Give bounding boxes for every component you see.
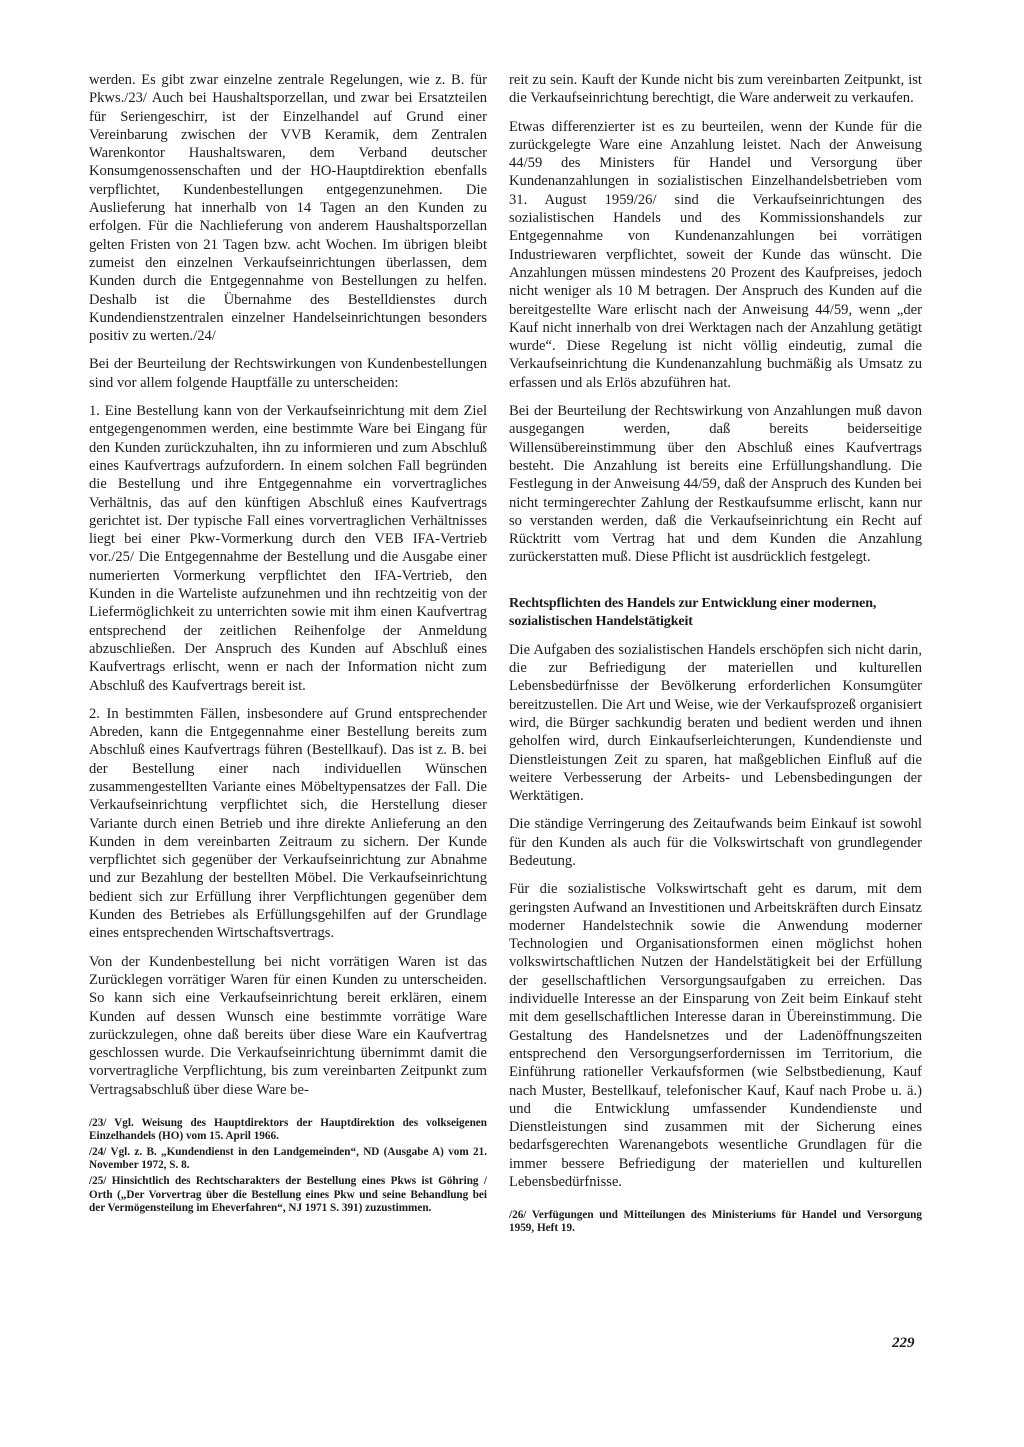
page-number: 229 — [892, 1335, 915, 1351]
body-paragraph: 1. Eine Bestellung kann von der Verkaufseinrichtung mit dem Ziel entgegengenommen werden, eine bestimmte Ware bei Eingang für den Kunden zurückzuhalten, ihn zu informieren und zum Abschluß eines Kaufvertrags aufzufordern. In einem solchen Fall begründen die Bestellung und ihre Entgegennahme ein vorvertragliches Verhältnis, das auf den künftigen Abschluß eines Kaufvertrags gerichtet ist. Der typische Fall eines vorvertraglichen Verhältnisses liegt bei einer Pkw-Vormerkung durch den VEB IFA-Vertrieb vor./25/ Die Entgegennahme der Bestellung und die Ausgabe einer numerierten Vormerkung verpflichtet den IFA-Vertrieb, den Kunden in die Warteliste aufzunehmen und ihn rechtzeitig von der Liefermöglichkeit zu unterrichten sowie mit ihm einen Kaufvertrag entsprechend der zeitlichen Reihenfolge der Anmeldung abzuschließen. Der Anspruch des Kunden auf Abschluß eines Kaufvertrags erlischt, wenn er nach der Information nicht zum Abschluß des Kaufvertrags bereit ist. — [89, 403, 487, 694]
footnote: /23/ Vgl. Weisung des Hauptdirektors der Hauptdirektion des volkseigenen Einzelhandels (HO) vom 15. April 1966. — [89, 1117, 487, 1143]
body-paragraph: Bei der Beurteilung der Rechtswirkungen von Kundenbestellungen sind vor allem folgende Hauptfälle zu unterscheiden: — [89, 356, 487, 391]
section-heading: Rechtspflichten des Handels zur Entwicklung einer modernen, sozialistischen Handelstätigkeit — [509, 595, 877, 629]
body-paragraph: Von der Kundenbestellung bei nicht vorrätigen Waren ist das Zurücklegen vorrätiger Waren für einen Kunden zu unterscheiden. So kann sich eine Verkaufseinrichtung bereit erklären, einem Kunden auf dessen Wunsch eine bestimmte vorrätige Ware zurückzulegen, ohne daß bereits über diese Ware ein Kaufvertrag geschlossen wurde. Die Verkaufseinrichtung übernimmt damit die vorvertragliche Verpflichtung, bis zum vereinbarten Zeitpunkt zum Vertragsabschluß über diese Ware be- — [89, 953, 487, 1098]
footnote: /25/ Hinsichtlich des Rechtscharakters der Bestellung eines Pkws ist Göhring / Orth („Der Vorvertrag über die Bestellung eines Pkw und seine Behandlung bei der Vermögensteilung im Eheverfahren“, NJ 1971 S. 391) zuzustimmen. — [89, 1175, 487, 1214]
footnote: /24/ Vgl. z. B. „Kundendienst in den Landgemeinden“, ND (Ausgabe A) vom 21. November 1972, S. 8. — [89, 1146, 487, 1172]
body-paragraph: 2. In bestimmten Fällen, insbesondere auf Grund entsprechender Abreden, kann die Entgegennahme einer Bestellung bereits zum Abschluß eines Kaufvertrags führen (Bestellkauf). Das ist z. B. bei der Bestellung einer nach individuellen Wünschen zusammengestellten Variante eines Möbeltypensatzes der Fall. Die Verkaufseinrichtung verpflichtet sich, die Herstellung dieser Variante durch einen Betrieb und ihre direkte Anlieferung an den Kunden in dem vereinbarten Zeitraum zu sichern. Der Kunde verpflichtet sich gegenüber der Verkaufseinrichtung zur Abnahme und zur Bezahlung der bestellten Möbel. Die Verkaufseinrichtung bedient sich zur Erfüllung ihrer Verpflichtungen gegenüber dem Kunden des Betriebes als Erfüllungsgehilfen auf der Grundlage eines entsprechenden Wirtschaftsvertrags. — [89, 705, 487, 942]
body-paragraph: Die ständige Verringerung des Zeitaufwands beim Einkauf ist sowohl für den Kunden als auch für die Volkswirtschaft von grundlegender Bedeutung. — [509, 816, 922, 869]
right-column — [509, 71, 922, 1239]
footnote: /26/ Verfügungen und Mitteilungen des Ministeriums für Handel und Versorgung 1959, Heft 19. — [509, 1209, 922, 1235]
body-paragraph: werden. Es gibt zwar einzelne zentrale Regelungen, wie z. B. für Pkws./23/ Auch bei Haushaltsporzellan, und zwar bei Ersatzteilen für Seriengeschirr, ist der Einzelhandel auf Grund einer Vereinbarung zwischen der VVB Keramik, dem Zentralen Warenkontor Haushaltswaren, dem Verband deutscher Konsumgenossenschaften und der HO-Hauptdirektion ebenfalls verpflichtet, Kundenbestellungen entgegenzunehmen. Die Auslieferung hat innerhalb von 14 Tagen an den Kunden zu erfolgen. Für die Nachlieferung von anderem Haushaltsporzellan gelten Fristen von 21 Tagen bzw. acht Wochen. Im übrigen bleibt zumeist den einzelnen Verkaufseinrichtungen überlassen, dem Kunden durch die Entgegennahme von Bestellungen zu helfen. Deshalb ist die Übernahme des Bestelldienstes durch Kundendienstzentralen einzelner Handelseinrichtungen besonders positiv zu werten./24/ — [89, 72, 487, 345]
body-paragraph: Für die sozialistische Volkswirtschaft geht es darum, mit dem geringsten Aufwand an Investitionen und Arbeitskräften durch Einsatz moderner Handelstechnik sowie die Anwendung moderner Technologien und Organisationsformen einen möglichst hohen volkswirtschaftlichen Nutzen der Handelstätigkeit bei der Erfüllung der gesellschaftlichen Versorgungsaufgaben zu erreichen. Das individuelle Interesse an der Einsparung von Zeit beim Einkauf steht mit dem gesellschaftlichen Interesse daran in Übereinstimmung. Die Gestaltung des Handelsnetzes und der Ladenöffnungszeiten entsprechend den Versorgungserfordernissen im Territorium, die Einführung rationeller Verkaufsformen (wie Selbstbedienung, Kauf nach Muster, Bestellkauf, telefonischer Kauf, Kauf nach Probe u. ä.) und die Entwicklung umfassender Kundendienste und Dienstleistungen sind zusammen mit der Sicherung eines bedarfsgerechten Warenangebots wesentliche Grundlagen für die immer bessere Befriedigung der materiellen und kulturellen Lebensbedürfnisse. — [509, 881, 922, 1191]
body-paragraph: Bei der Beurteilung der Rechtswirkung von Anzahlungen muß davon ausgegangen werden, daß bereits beiderseitige Willensübereinstimmung über den Abschluß eines Kaufvertrags besteht. Die Anzahlung ist bereits eine Erfüllungshandlung. Die Festlegung in der Anweisung 44/59, daß der Anspruch des Kunden bei nicht termingerechter Zahlung der Restkaufsumme erlischt, kann nur so verstanden werden, daß die Verkaufseinrichtung ein Recht auf Rücktritt vom Vertrag hat und dem Kunden die Anzahlung zurückerstatten muß. Diese Pflicht ist ausdrücklich festgelegt. — [509, 403, 922, 566]
left-column — [89, 71, 487, 1218]
body-paragraph: Etwas differenzierter ist es zu beurteilen, wenn der Kunde für die zurückgelegte Ware eine Anzahlung leistet. Nach der Anweisung 44/59 des Ministers für Handel und Versorgung über Kundenanzahlungen in sozialistischen Einzelhandelsbetrieben vom 31. August 1959/26/ sind die Verkaufseinrichtungen des sozialistischen Handels und des Kommissionshandels zur Entgegennahme von Kundenanzahlungen bei vorrätigen Industriewaren verpflichtet, soweit der Kunde das wünscht. Die Anzahlungen müssen mindestens 20 Prozent des Kaufpreises, jedoch nicht weniger als 10 M betragen. Der Anspruch des Kunden auf die bereitgestellte Ware erlischt nach der Anweisung 44/59, wenn „der Kauf nicht innerhalb von drei Werktagen nach der Anzahlung getätigt wurde“. Diese Regelung ist nicht völlig eindeutig, zumal die Verkaufseinrichtung die Kundenanzahlung buchmäßig als Umsatz zu erfassen und als Erlös abzuführen hat. — [509, 118, 922, 391]
footnotes — [89, 1117, 487, 1215]
body-paragraph: reit zu sein. Kauft der Kunde nicht bis zum vereinbarten Zeitpunkt, ist die Verkaufseinrichtung berechtigt, die Ware anderweit zu verkaufen. — [509, 72, 922, 107]
footnotes — [509, 1209, 922, 1235]
body-paragraph: Die Aufgaben des sozialistischen Handels erschöpfen sich nicht darin, die zur Befriedigung der materiellen und kulturellen Lebensbedürfnisse der Bevölkerung erforderlichen Konsumgüter bereitzustellen. Die Art und Weise, wie der Verkaufsprozeß organisiert wird, die Bürger sachkundig beraten und bedient werden und ihnen geholfen wird, durch Einkaufserleichterungen, Kundendienste und Dienstleistungen Zeit zu sparen, hat maßgeblichen Einfluß auf die weitere Verbesserung der Arbeits- und Lebensbedingungen der Werktätigen. — [509, 641, 922, 805]
